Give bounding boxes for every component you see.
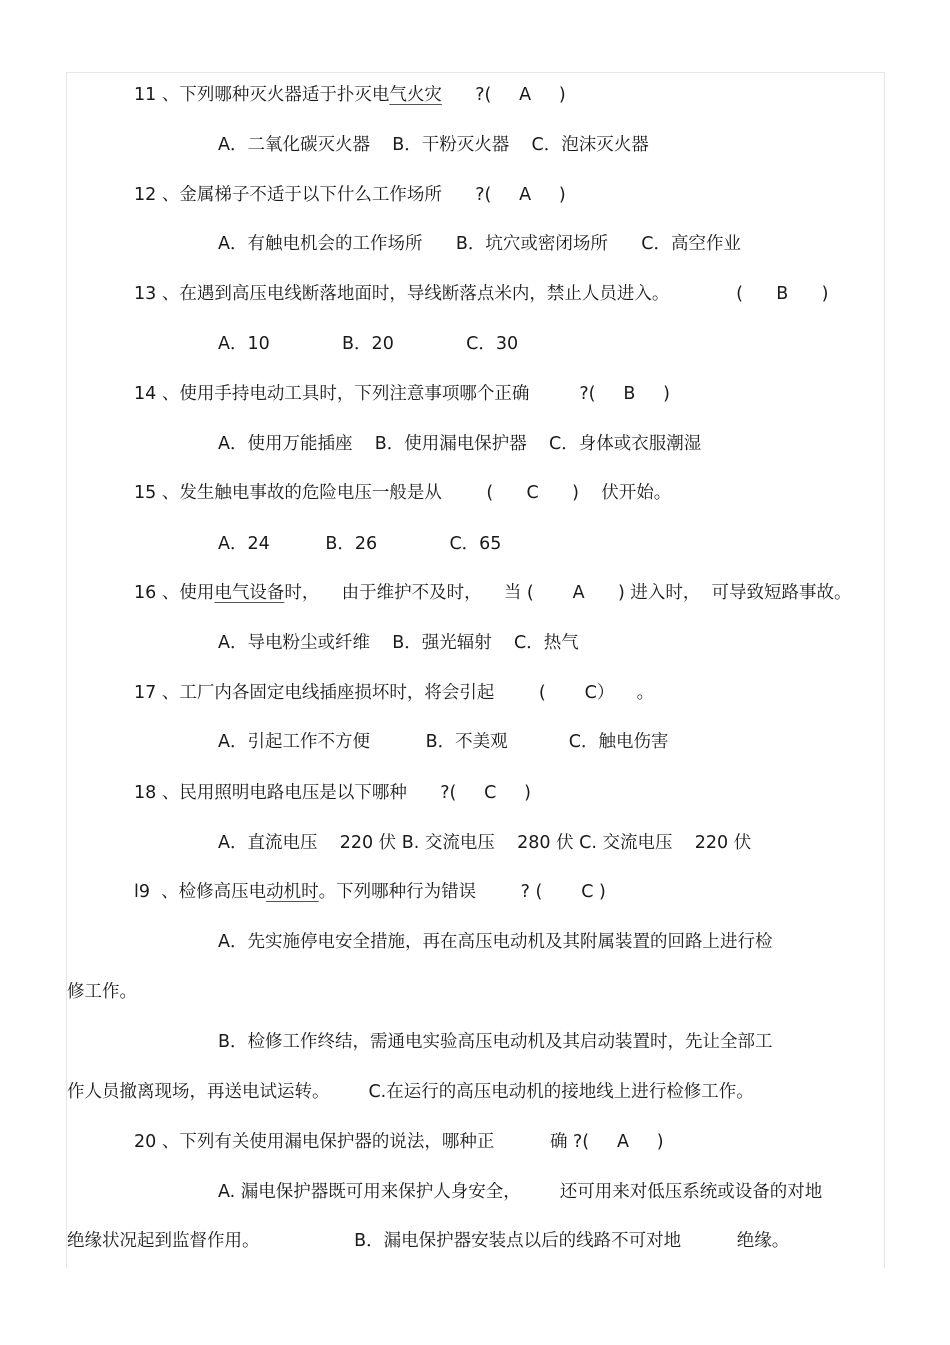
option-19-b: B．检修工作终结，需通电实验高压电动机及其启动装置时，先让全部工 — [218, 1032, 773, 1052]
question-14: 14 、使用手持电动工具时，下列注意事项哪个正确 ?( B ) — [134, 384, 670, 404]
question-16 — [134, 581, 852, 605]
question-17: 17 、工厂内各固定电线插座损坏时，将会引起 ( C） 。 — [134, 683, 655, 703]
question-15: 15 、发生触电事故的危险电压一般是从 ( C ) 伏开始。 — [134, 483, 672, 503]
options-13: A．10 B．20 C．30 — [218, 334, 519, 354]
question-13: 13 、在遇到高压电线断落地面时，导线断落点米内，禁止人员进入。 ( B ) — [134, 284, 829, 304]
question-12: 12 、金属梯子不适于以下什么工作场所 ?( A ) — [134, 185, 566, 205]
options-11: A．二氧化碳灭火器 B．干粉灭火器 C．泡沫灭火器 — [218, 135, 649, 155]
underlined-text: 气火灾 — [389, 85, 442, 105]
question-18: 18 、民用照明电路电压是以下哪种 ?( C ) — [134, 783, 531, 803]
answer-slot: ?( A ) — [441, 85, 566, 105]
options-16: A．导电粉尘或纤维 B．强光辐射 C．热气 — [218, 633, 579, 653]
option-19-a-continued: 修工作。 — [67, 982, 137, 1002]
question-text: l9 、检修高压电 — [134, 882, 267, 902]
option-19-b-continued: 作人员撤离现场，再送电试运转。 C.在运行的高压电动机的接地线上进行检修工作。 — [67, 1082, 754, 1102]
option-20-continued: 绝缘状况起到监督作用。 B．漏电保护器安装点以后的线路不可对地 绝缘。 — [67, 1231, 790, 1251]
question-11 — [134, 83, 566, 107]
options-15: A．24 B．26 C．65 — [218, 534, 502, 554]
option-19-a: A．先实施停电安全措施，再在高压电动机及其附属装置的回路上进行检 — [218, 932, 773, 952]
options-12: A．有触电机会的工作场所 B．坑穴或密闭场所 C．高空作业 — [218, 234, 741, 254]
question-text: 11 、下列哪种灭火器适于扑灭电 — [134, 85, 390, 105]
question-20: 20 、下列有关使用漏电保护器的说法，哪种正 确 ?( A ) — [134, 1132, 664, 1152]
options-18: A．直流电压 220 伏 B. 交流电压 280 伏 C. 交流电压 220 伏 — [218, 833, 752, 853]
options-17: A．引起工作不方便 B．不美观 C．触电伤害 — [218, 732, 669, 752]
answer-slot: 时， 由于维护不及时， 当 ( A ) 进入时， 可导致短路事故。 — [284, 583, 852, 603]
underlined-text: 电气设备 — [214, 583, 285, 603]
question-19 — [134, 880, 606, 904]
underlined-text: 动机时 — [266, 882, 319, 902]
question-text: 16 、使用 — [134, 583, 215, 603]
option-20-a: A. 漏电保护器既可用来保护人身安全， 还可用来对低压系统或设备的对地 — [218, 1182, 823, 1202]
options-14: A．使用万能插座 B．使用漏电保护器 C．身体或衣服潮湿 — [218, 434, 702, 454]
answer-slot: 。下列哪种行为错误 ? ( C ) — [318, 882, 606, 902]
